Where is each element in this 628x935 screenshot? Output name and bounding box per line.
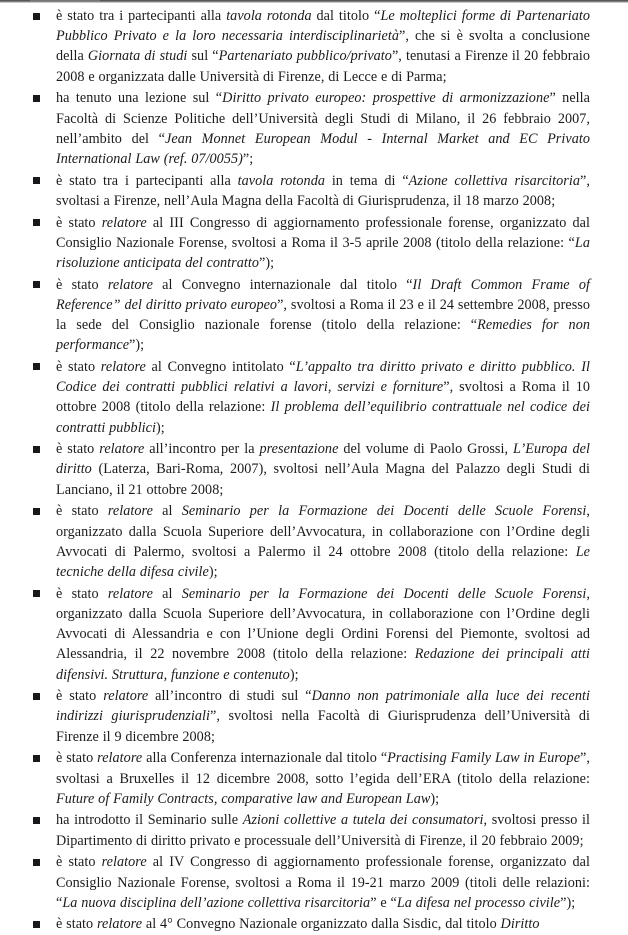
square-bullet-icon	[33, 693, 40, 700]
square-bullet-icon	[33, 508, 40, 515]
square-bullet-icon	[33, 95, 40, 102]
conference-activity-list	[30, 6, 590, 935]
square-bullet-icon	[33, 219, 40, 226]
list-item	[30, 88, 590, 169]
list-item	[30, 213, 590, 274]
list-item	[30, 439, 590, 500]
square-bullet-icon	[33, 177, 40, 184]
list-item-text: ha introdotto il Seminario sulle Azioni collettive a tutela dei consumatori, svoltosi presso il Dipartimento di diritto privato e processuale dell’Università di Firenze, il 20 febbraio 2009;	[56, 812, 590, 849]
square-bullet-icon	[33, 921, 40, 928]
list-item	[30, 275, 590, 356]
square-bullet-icon	[33, 363, 40, 370]
list-item-text: è stato relatore all’incontro per la presentazione del volume di Paolo Grossi, L’Europa del diritto (Laterza, Bari-Roma, 2007), svoltosi nell’Aula Magna del Palazzo degli Studi di Lanciano, il 21 ottobre 2008;	[56, 441, 590, 498]
square-bullet-icon	[33, 755, 40, 762]
list-item-text: è stato relatore al Convegno intitolato “L’appalto tra diritto privato e diritto pubblico. Il Codice dei contratti pubblici relativi a lavori, servizi e forniture”, svoltosi a Roma il 10 ottobre 2008 (titolo della relazione: Il problema dell’equilibrio contrattuale nel codice dei contratti pubblici);	[56, 358, 590, 436]
square-bullet-icon	[33, 817, 40, 824]
list-item	[30, 584, 590, 685]
list-item-text: ha tenuto una lezione sul “Diritto privato europeo: prospettive di armonizzazione” nella Facoltà di Scienze Politiche dell’Università degli Studi di Milano, il 26 febbraio 2007, nell’ambito del “Jean Monnet European Modul - Internal Market and EC Privato International Law (ref. 07/0055)”;	[56, 90, 591, 167]
list-item-text: è stato tra i partecipanti alla tavola rotonda dal titolo “Le molteplici forme di Partenariato Pubblico Privato e la loro necessaria interdisciplinarietà”, che si è svolta a conclusione della Giornata di studi sul “Partenariato pubblico/privato”, tenutasi a Firenze il 20 febbraio 2008 e organizzata dalle Università di Firenze, di Lecce e di Parma;	[56, 8, 590, 85]
square-bullet-icon	[33, 13, 40, 20]
list-item-text: è stato relatore al IV Congresso di aggiornamento professionale forense, organizzato dal Consiglio Nazionale Forense, svoltosi a Roma il 19-21 marzo 2009 (titoli delle relazioni: “La nuova disciplina dell’azione collettiva risarcitoria” e “La difesa nel processo civile”);	[56, 854, 590, 911]
list-item-text: è stato relatore al Seminario per la Formazione dei Docenti delle Scuole Forensi, organizzato dalla Scuola Superiore dell’Avvocatura, in collaborazione con l’Ordine degli Avvocati di Alessandria e con l’Unione degli Ordini Forensi del Piemonte, svoltosi ad Alessandria, il 22 novembre 2008 (titolo della relazione: Redazione dei principali atti difensivi. Struttura, funzione e contenuto);	[56, 585, 590, 683]
square-bullet-icon	[33, 281, 40, 288]
list-item	[30, 171, 590, 211]
list-item	[30, 357, 590, 438]
list-item-text: è stato relatore alla Conferenza internazionale dal titolo “Practising Family Law in Europe”, svoltasi a Bruxelles il 12 dicembre 2008, sotto l’egida dell’ERA (titolo della relazione: Future of Family Contracts, comparative law and European Law);	[56, 750, 590, 807]
list-item-text: è stato relatore al 4° Convegno Nazionale organizzato dalla Sisdic, dal titolo Diritto	[56, 916, 540, 933]
list-item-text: è stato tra i partecipanti alla tavola rotonda in tema di “Azione collettiva risarcitoria”, svoltasi a Firenze, nell’Aula Magna della Facoltà di Giurisprudenza, il 18 marzo 2008;	[56, 172, 590, 209]
list-item	[30, 6, 590, 87]
square-bullet-icon	[33, 590, 40, 597]
list-item-text: è stato relatore all’incontro di studi sul “Danno non patrimoniale alla luce dei recenti indirizzi giurisprudenziali”, svoltosi nella Facoltà di Giurisprudenza dell’Università di Firenze il 9 dicembre 2008;	[56, 688, 590, 745]
square-bullet-icon	[33, 859, 40, 866]
list-item-text: è stato relatore al III Congresso di aggiornamento professionale forense, organizzato dal Consiglio Nazionale Forense, svoltosi a Roma il 3-5 aprile 2008 (titolo della relazione: “La risoluzione anticipata del contratto”);	[56, 214, 590, 271]
list-item	[30, 501, 590, 582]
list-item-text: è stato relatore al Seminario per la Formazione dei Docenti delle Scuole Forensi, organizzato dalla Scuola Superiore dell’Avvocatura, in collaborazione con l’Ordine degli Avvocati di Palermo, svoltosi a Palermo il 24 ottobre 2008 (titolo della relazione: Le tecniche della difesa civile);	[56, 503, 590, 580]
list-item-text: è stato relatore al Convegno internazionale dal titolo “Il Draft Common Frame of Reference” del diritto privato europeo”, svoltosi a Roma il 23 e il 24 settembre 2008, presso la sede del Consiglio nazionale forense (titolo della relazione: “Remedies for non performance”);	[56, 276, 590, 354]
square-bullet-icon	[33, 446, 40, 453]
list-item	[30, 686, 590, 747]
list-item	[30, 914, 590, 934]
list-item	[30, 810, 590, 850]
list-item	[30, 748, 590, 809]
list-item	[30, 852, 590, 913]
